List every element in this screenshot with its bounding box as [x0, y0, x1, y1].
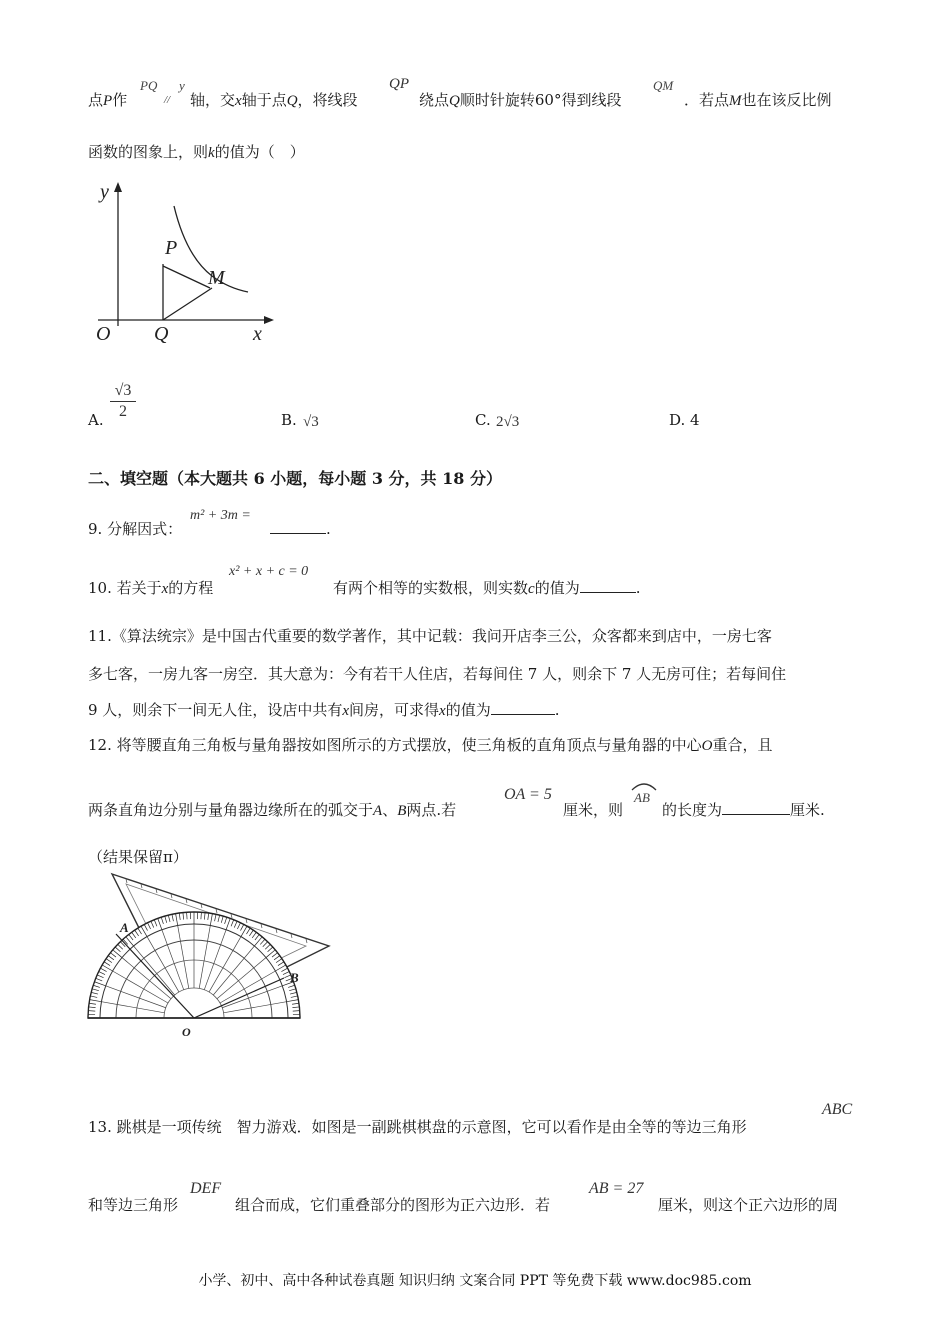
figure-label-o: O: [182, 1025, 191, 1039]
q13-line2-end: 厘米，则这个正六边形的周: [658, 1196, 839, 1214]
answer-blank[interactable]: [580, 578, 636, 593]
q9-prefix: 9. 分解因式：: [88, 520, 183, 538]
q13-line2-mid: 组合而成，它们重叠部分的图形为正六边形．若: [235, 1196, 551, 1214]
figure-label-b: B: [290, 970, 299, 985]
option-a-label: A.: [88, 411, 104, 429]
figure-label-a: A: [120, 920, 129, 935]
pq-expression: PQ: [140, 78, 158, 93]
q12-line2-end: 的长度为 厘米.: [662, 801, 825, 819]
option-b-label: B.: [281, 411, 297, 429]
qp-expression: QP: [389, 76, 409, 92]
q9-answer: .: [270, 519, 331, 539]
answer-blank[interactable]: [722, 800, 790, 815]
q8-line1-mid: 轴，交x轴于点Q，将线段: [190, 91, 358, 109]
protractor-figure: [86, 870, 336, 1050]
q11-line2: 多七客，一房九客一房空．其大意为：今有若干人住店，若每间住 7 人，则余下 7 人无房可住；若每间住: [88, 665, 787, 683]
figure-label-m: M: [208, 267, 225, 289]
q10-equation: x² + x + c = 0: [229, 564, 309, 579]
def-expression: DEF: [190, 1180, 222, 1197]
q13-line2-start: 和等边三角形: [88, 1196, 179, 1214]
figure-label-y: y: [100, 181, 109, 203]
figure-label-o: O: [96, 323, 111, 343]
parallel-symbol: //: [164, 94, 171, 106]
q11-line1: 11.《算法统宗》是中国古代重要的数学著作，其中记载：我问开店李三公，众客都来到店中，一房七客: [88, 627, 772, 645]
option-c-value: 2√3: [496, 414, 520, 430]
q13-line1: 13. 跳棋是一项传统 智力游戏．如图是一副跳棋棋盘的示意图，它可以看作是由全等的等边三角形: [88, 1118, 747, 1136]
figure-label-x: x: [253, 323, 262, 343]
arc-ab-expression: AB: [629, 780, 659, 810]
segment-pm: [90, 178, 280, 343]
option-c-label: C.: [475, 411, 491, 429]
q12-line2-start: 两条直角边分别与量角器边缘所在的弧交于A、B两点.若: [88, 801, 457, 819]
fraction-bar: [110, 401, 136, 402]
page-footer: 小学、初中、高中各种试卷真题 知识归纳 文案合同 PPT 等免费下载 www.doc985.com: [198, 1273, 752, 1289]
qm-expression: QM: [653, 78, 674, 93]
q12-note: （结果保留π）: [88, 848, 188, 866]
option-b-value: √3: [303, 414, 319, 430]
oa-expression: OA = 5: [504, 786, 552, 803]
q10-start: 10. 若关于x的方程: [88, 579, 214, 597]
figure-label-p: P: [165, 237, 178, 259]
q12-line2-mid: 厘米，则: [563, 801, 624, 819]
answer-blank[interactable]: [270, 519, 326, 534]
figure-label-q: Q: [154, 323, 169, 343]
option-d: D. 4: [669, 411, 700, 429]
q8-line1-end: 绕点Q顺时针旋转60°得到线段: [419, 91, 622, 109]
q11-line3: 9 人，则余下一间无人住，设店中共有x间房，可求得x的值为 .: [88, 701, 560, 719]
q8-line1-tail: ．若点M也在该反比例: [684, 91, 832, 109]
abc-expression: ABC: [822, 1101, 853, 1118]
answer-blank[interactable]: [491, 700, 555, 715]
ab-expression: AB = 27: [589, 1180, 644, 1197]
q8-line1: 点P作: [88, 91, 128, 109]
option-a-fraction: √3 2: [108, 382, 138, 421]
y-axis-symbol: y: [179, 78, 185, 93]
q8-line2: 函数的图象上，则k的值为（ ）: [88, 143, 305, 161]
q12-line1: 12. 将等腰直角三角板与量角器按如图所示的方式摆放，使三角板的直角顶点与量角器的中心O重合，且: [88, 736, 773, 754]
q9-expression: m² + 3m =: [190, 508, 251, 523]
q10-end: 有两个相等的实数根，则实数c的值为 .: [333, 579, 641, 597]
section-heading: 二、填空题（本大题共 6 小题，每小题 3 分，共 18 分）: [88, 469, 502, 488]
